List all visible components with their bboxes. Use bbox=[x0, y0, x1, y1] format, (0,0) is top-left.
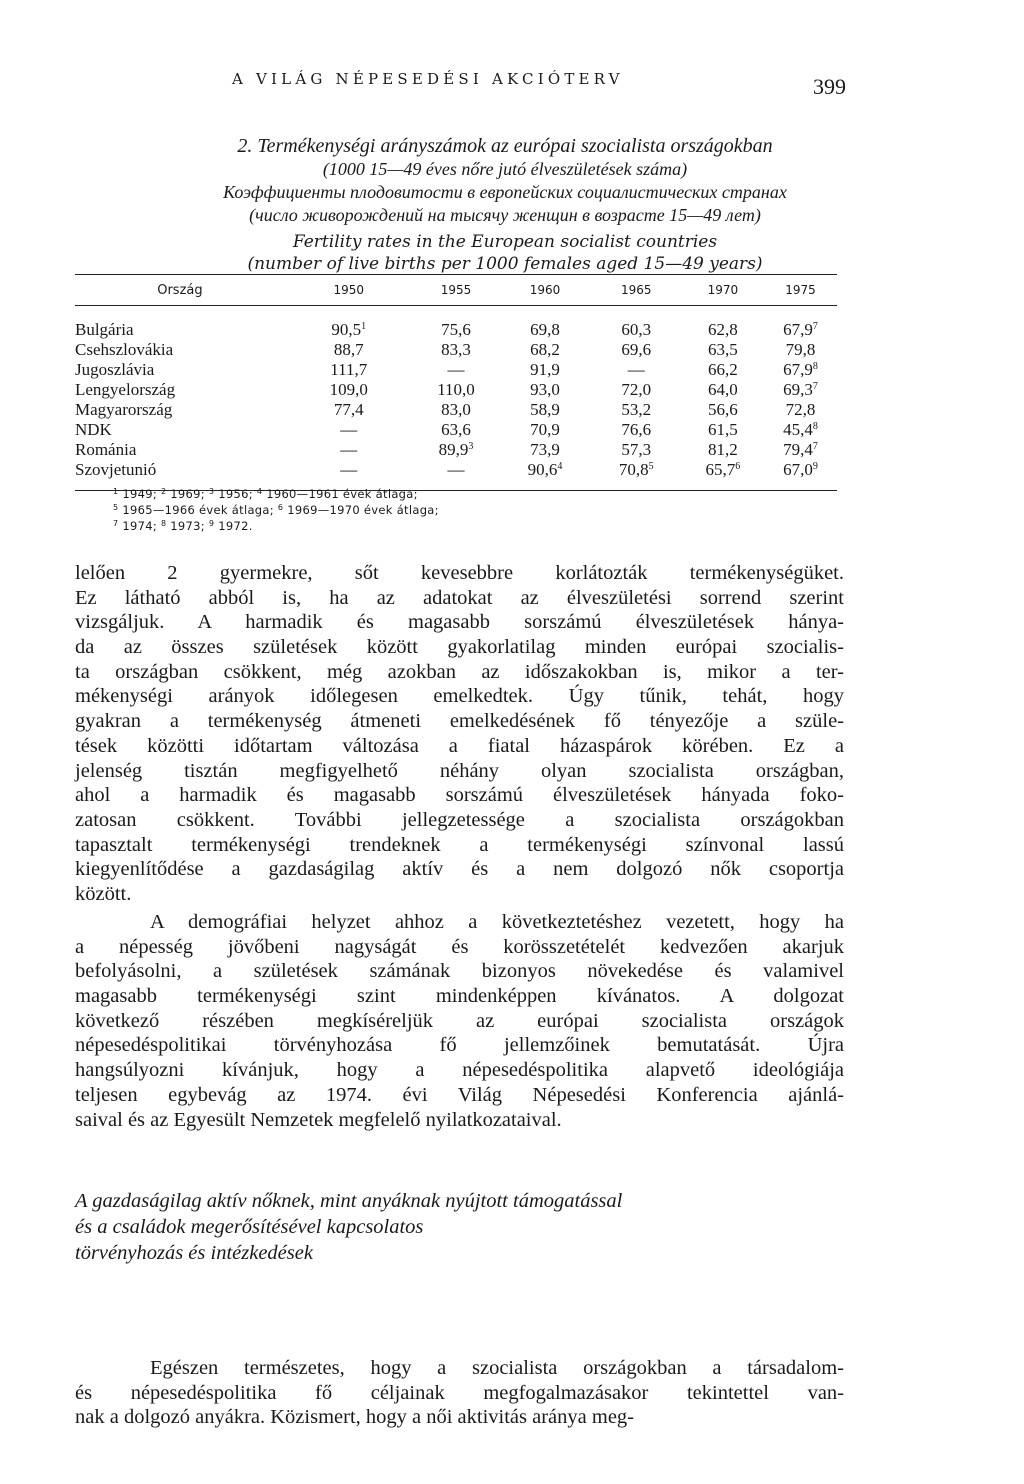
table-cell bbox=[413, 400, 500, 420]
cell-value: 81,2 bbox=[708, 440, 738, 459]
country-name: Szovjetunió bbox=[75, 460, 157, 479]
paragraph-1 bbox=[75, 561, 844, 907]
column-header: 1965 bbox=[620, 283, 652, 297]
cell-value: 70,9 bbox=[530, 420, 560, 439]
cell-value: 88,7 bbox=[333, 340, 364, 359]
table-cell bbox=[682, 360, 764, 380]
paragraph-line: ahol a harmadik és magasabb sorszámú élveszületések hányada foko- bbox=[75, 784, 844, 807]
cell-value: 91,9 bbox=[530, 360, 560, 379]
footnote-marker: 8 bbox=[812, 361, 818, 372]
footnote-number: 3 bbox=[208, 487, 215, 496]
table-cell bbox=[764, 420, 837, 440]
footnote-text: 1965—1966 évek átlaga; bbox=[118, 503, 278, 517]
cell-value: 60,3 bbox=[621, 320, 652, 339]
cell-value: 56,6 bbox=[708, 400, 738, 419]
paragraph-line: mékenységi arányok időlegesen emelkedtek. Úgy tűnik, tehát, hogy bbox=[75, 685, 844, 708]
paragraph-line: a népesség jövőbeni nagyságát és korösszetételét kedvezően akarjuk bbox=[75, 935, 844, 958]
paragraph-line: és népesedéspolitika fő céljainak megfogalmazásakor tekintettel van- bbox=[75, 1381, 844, 1404]
cell-value: 83,3 bbox=[441, 340, 471, 359]
table-header-row bbox=[75, 275, 837, 305]
cell-value: 67,9 bbox=[783, 360, 813, 379]
table-cell bbox=[682, 380, 764, 400]
cell-value: 45,4 bbox=[783, 420, 813, 439]
cell-value: 63,6 bbox=[441, 420, 471, 439]
footnote-text: 1956; bbox=[214, 487, 257, 501]
table-row bbox=[75, 360, 837, 380]
cell-value: 110,0 bbox=[437, 380, 475, 399]
cell-value: 79,8 bbox=[785, 340, 816, 359]
fertility-table bbox=[75, 270, 837, 491]
footnote-marker: 7 bbox=[812, 441, 818, 452]
table-row bbox=[75, 380, 837, 400]
cell-value: — bbox=[447, 360, 465, 379]
page-number: 399 bbox=[813, 74, 846, 99]
table-cell bbox=[591, 420, 682, 440]
footnote-text: 1972. bbox=[214, 519, 253, 533]
table-cell bbox=[764, 380, 837, 400]
paragraph-line: Egészen természetes, hogy a szocialista országokban a társadalom- bbox=[150, 1357, 844, 1379]
table-cell bbox=[413, 420, 500, 440]
table-cell bbox=[499, 440, 590, 460]
table-row bbox=[75, 440, 837, 460]
table-cell bbox=[285, 380, 413, 400]
table-cell bbox=[764, 340, 837, 360]
footnote-line bbox=[113, 502, 439, 518]
cell-value: 67,9 bbox=[783, 320, 813, 339]
table-cell bbox=[591, 360, 682, 380]
table-cell bbox=[682, 320, 764, 340]
country-name: NDK bbox=[75, 420, 112, 439]
country-name: Csehszlovákia bbox=[75, 340, 174, 359]
table-cell bbox=[682, 460, 764, 480]
table-cell bbox=[764, 320, 837, 340]
table-title-ru: Коэффициенты плодовитости в европейских социалистических странах bbox=[223, 182, 787, 202]
footnote-text: 1969—1970 évek átlaga; bbox=[283, 503, 439, 517]
paragraph-2 bbox=[75, 910, 844, 1132]
table-cell bbox=[285, 460, 413, 480]
footnote-marker: 3 bbox=[468, 441, 474, 452]
table-cell bbox=[591, 400, 682, 420]
paragraph-line: ta országban csökkent, még azokban az időszakokban is, mikor a ter- bbox=[75, 660, 844, 683]
table-cell bbox=[285, 420, 413, 440]
table-caption bbox=[105, 134, 905, 275]
column-header: 1955 bbox=[440, 283, 472, 297]
table-cell bbox=[413, 320, 500, 340]
table-title-hu: 2. Termékenységi arányszámok az európai szocialista országokban bbox=[237, 135, 773, 157]
footnote-number: 9 bbox=[208, 519, 215, 528]
footnote-number: 1 bbox=[113, 487, 119, 496]
cell-value: 69,6 bbox=[621, 340, 652, 359]
cell-value: 76,6 bbox=[621, 420, 652, 439]
cell-value: 72,0 bbox=[621, 380, 652, 399]
table-row bbox=[75, 400, 837, 420]
table-row bbox=[75, 340, 837, 360]
cell-value: — bbox=[340, 460, 358, 479]
table-cell bbox=[285, 440, 413, 460]
footnote-number: 7 bbox=[113, 519, 119, 528]
cell-value: 89,9 bbox=[438, 440, 469, 459]
table-cell bbox=[591, 460, 682, 480]
table-cell bbox=[413, 340, 500, 360]
table-cell bbox=[285, 360, 413, 380]
table-cell bbox=[764, 360, 837, 380]
country-name: Bulgária bbox=[75, 320, 134, 339]
footnote-line bbox=[113, 486, 439, 502]
table-cell bbox=[413, 460, 500, 480]
cell-value: 90,6 bbox=[527, 460, 558, 479]
table-cell bbox=[591, 380, 682, 400]
footnote-number: 6 bbox=[277, 503, 284, 512]
paragraph-line: következő részében megkíséreljük az európai szocialista országok bbox=[75, 1009, 844, 1032]
table-cell bbox=[591, 440, 682, 460]
footnote-number: 5 bbox=[113, 503, 119, 512]
table-cell bbox=[591, 340, 682, 360]
cell-value: — bbox=[627, 360, 645, 379]
cell-value: — bbox=[340, 440, 358, 459]
footnote-number: 2 bbox=[160, 487, 167, 496]
table-cell bbox=[499, 420, 590, 440]
paragraph-line: A demográfiai helyzet ahhoz a következtetéshez vezetett, hogy ha bbox=[150, 911, 844, 933]
paragraph-line: Ez látható abból is, ha az adatokat az élveszületési sorrend szerint bbox=[75, 586, 844, 609]
footnote-text: 1974; bbox=[118, 519, 161, 533]
paragraph-line: kiegyenlítődése a gazdaságilag aktív és a nem dolgozó nők csoportja bbox=[75, 858, 844, 881]
cell-value: 65,7 bbox=[705, 460, 736, 479]
column-header: 1970 bbox=[707, 283, 739, 297]
cell-value: 61,5 bbox=[708, 420, 738, 439]
section-heading-line: törvényhozás és intézkedések bbox=[75, 1242, 313, 1264]
table-cell bbox=[413, 380, 500, 400]
table-cell bbox=[413, 360, 500, 380]
table-subtitle-ru: (число живорождений на тысячу женщин в возрасте 15—49 лет) bbox=[249, 205, 761, 225]
cell-value: — bbox=[447, 460, 465, 479]
paragraph-line: saival és az Egyesült Nemzetek megfelelő nyilatkozataival. bbox=[75, 1108, 562, 1131]
paragraph-line: teljesen egybevág az 1974. évi Világ Népesedési Konferencia ajánlá- bbox=[75, 1083, 844, 1106]
cell-value: 83,0 bbox=[441, 400, 471, 419]
table-body bbox=[75, 320, 837, 480]
table-cell bbox=[285, 320, 413, 340]
table-cell bbox=[285, 400, 413, 420]
paragraph-line: befolyásolni, a születések számának bizonyos növekedése és valamivel bbox=[75, 960, 844, 983]
paragraph-line: nak a dolgozó anyákra. Közismert, hogy a női aktivitás aránya meg- bbox=[75, 1406, 635, 1429]
table-row bbox=[75, 420, 837, 440]
running-title: A VILÁG NÉPESEDÉSI AKCIÓTERV bbox=[232, 70, 624, 88]
table-cell bbox=[682, 340, 764, 360]
cell-value: 69,8 bbox=[530, 320, 560, 339]
footnote-number: 8 bbox=[160, 519, 167, 528]
footnote-text: 1960—1961 évek átlaga; bbox=[262, 487, 418, 501]
cell-value: 77,4 bbox=[333, 400, 364, 419]
footnote-marker: 6 bbox=[735, 461, 741, 472]
paragraph-line: lelően 2 gyermekre, sőt kevesebbre korlátozták termékenységüket. bbox=[75, 562, 844, 584]
cell-value: 111,7 bbox=[330, 360, 368, 379]
table-cell bbox=[682, 440, 764, 460]
country-name: Magyarország bbox=[75, 400, 173, 419]
cell-value: 73,9 bbox=[530, 440, 560, 459]
cell-value: 67,0 bbox=[783, 460, 813, 479]
cell-value: — bbox=[340, 420, 358, 439]
column-header: 1975 bbox=[785, 283, 816, 297]
paragraph-line: magasabb termékenységi szint mindenképpen kívánatos. A dolgozat bbox=[75, 985, 844, 1008]
cell-value: 57,3 bbox=[621, 440, 652, 459]
footnote-marker: 5 bbox=[648, 461, 654, 472]
table-header-rule bbox=[75, 305, 837, 306]
table-footnotes bbox=[113, 486, 439, 534]
footnote-marker: 7 bbox=[812, 381, 818, 392]
footnote-text: 1969; bbox=[166, 487, 209, 501]
cell-value: 64,0 bbox=[708, 380, 738, 399]
table-cell bbox=[499, 320, 590, 340]
cell-value: 68,2 bbox=[530, 340, 560, 359]
cell-value: 93,0 bbox=[530, 380, 560, 399]
paragraph-line: jelenség tisztán megfigyelhető néhány olyan szocialista országban, bbox=[75, 759, 844, 782]
footnote-marker: 7 bbox=[812, 321, 818, 332]
paragraph-line: vizsgáljuk. A harmadik és magasabb sorszámú élveszületések hánya- bbox=[75, 611, 844, 634]
cell-value: 66,2 bbox=[708, 360, 738, 379]
table-cell bbox=[764, 460, 837, 480]
cell-value: 70,8 bbox=[618, 460, 649, 479]
column-header: 1960 bbox=[529, 283, 561, 297]
table-title-en: Fertility rates in the European socialist countries bbox=[292, 232, 718, 252]
country-name: Lengyelország bbox=[75, 380, 176, 399]
section-heading bbox=[75, 1188, 855, 1266]
cell-value: 53,2 bbox=[621, 400, 652, 419]
cell-value: 63,5 bbox=[708, 340, 738, 359]
table-subtitle-en: (number of live births per 1000 females aged 15—49 years) bbox=[247, 254, 763, 274]
cell-value: 75,6 bbox=[441, 320, 471, 339]
table-cell bbox=[413, 440, 500, 460]
table-cell bbox=[682, 400, 764, 420]
footnote-text: 1973; bbox=[166, 519, 209, 533]
paragraph-line: tapasztalt termékenységi trendeknek a termékenységi színvonal lassú bbox=[75, 833, 844, 856]
table-cell bbox=[499, 360, 590, 380]
table-row bbox=[75, 320, 837, 340]
paragraph-line: között. bbox=[75, 882, 132, 905]
cell-value: 79,4 bbox=[783, 440, 813, 459]
footnote-line bbox=[113, 518, 439, 534]
column-header: 1950 bbox=[333, 283, 365, 297]
section-heading-line: A gazdaságilag aktív nőknek, mint anyáknak nyújtott támogatással bbox=[75, 1190, 623, 1212]
column-header: Ország bbox=[157, 282, 203, 298]
cell-value: 69,3 bbox=[783, 380, 813, 399]
cell-value: 72,8 bbox=[785, 400, 816, 419]
paragraph-line: hangsúlyozni kívánjuk, hogy a népesedéspolitika alapvető ideológiája bbox=[75, 1059, 844, 1082]
paragraph-line: népesedéspolitikai törvényhozása fő jellemzőinek bemutatását. Újra bbox=[75, 1034, 844, 1057]
cell-value: 90,5 bbox=[331, 320, 362, 339]
paragraph-line: da az összes születések között gyakorlatilag minden európai szocialis- bbox=[75, 636, 844, 659]
table-cell bbox=[591, 320, 682, 340]
table-cell bbox=[682, 420, 764, 440]
section-heading-line: és a családok megerősítésével kapcsolatos bbox=[75, 1216, 424, 1238]
table-cell bbox=[499, 400, 590, 420]
paragraph-line: zatosan csökkent. További jellegzetessége a szocialista országokban bbox=[75, 808, 844, 831]
cell-value: 58,9 bbox=[530, 400, 560, 419]
paragraph-3 bbox=[75, 1356, 844, 1430]
table-subtitle-hu: (1000 15—49 éves nőre jutó élveszületések száma) bbox=[322, 159, 688, 179]
footnote-text: 1949; bbox=[118, 487, 161, 501]
footnote-marker: 8 bbox=[812, 421, 818, 432]
footnote-marker: 4 bbox=[557, 461, 563, 472]
table-cell bbox=[764, 440, 837, 460]
table-cell bbox=[499, 380, 590, 400]
cell-value: 109,0 bbox=[329, 380, 368, 399]
country-name: Románia bbox=[75, 440, 137, 459]
table-cell bbox=[764, 400, 837, 420]
footnote-number: 4 bbox=[256, 487, 263, 496]
table-cell bbox=[285, 340, 413, 360]
footnote-marker: 1 bbox=[361, 321, 367, 332]
table-cell bbox=[499, 460, 590, 480]
country-name: Jugoszlávia bbox=[75, 360, 155, 379]
paragraph-line: tések közötti időtartam változása a fiatal házaspárok körében. Ez a bbox=[75, 734, 844, 757]
cell-value: 62,8 bbox=[708, 320, 738, 339]
paragraph-line: gyakran a termékenység átmeneti emelkedésének fő tényezője a szüle- bbox=[75, 710, 844, 733]
footnote-marker: 9 bbox=[812, 461, 818, 472]
table-cell bbox=[499, 340, 590, 360]
table-row bbox=[75, 460, 837, 480]
